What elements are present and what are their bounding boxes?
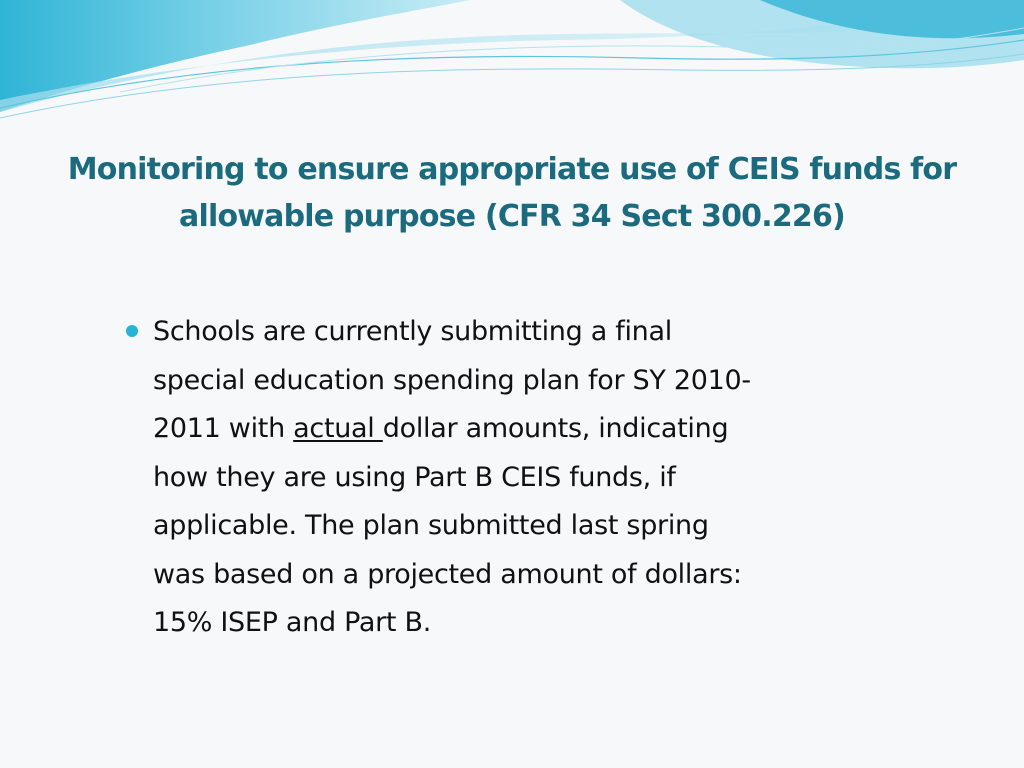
bullet-line-3-end: dollar amounts, indicating [382, 413, 729, 444]
slide-title [40, 146, 984, 240]
bullet-line-2: special education spending plan for SY 2010- [153, 364, 751, 396]
bullet-line-3-start: 2011 with [153, 413, 294, 444]
bullet-item [126, 308, 886, 648]
underlined-word-actual: actual [293, 413, 383, 444]
bullet-line-6: was based on a projected amount of dollars: [153, 558, 742, 590]
bullet-text [153, 308, 886, 648]
title-line-1: Monitoring to ensure appropriate use of CEIS funds for [67, 152, 957, 187]
bullet-line-5: applicable. The plan submitted last spring [153, 510, 709, 541]
content-area [126, 308, 886, 648]
bullet-line-4: how they are using Part B CEIS funds, if [153, 461, 676, 493]
bullet-line-1: Schools are currently submitting a final [153, 316, 672, 347]
wave-band-main [0, 0, 470, 112]
bullet-dot-icon [126, 325, 138, 337]
title-line-2: allowable purpose (CFR 34 Sect 300.226) [179, 199, 845, 234]
bullet-line-7: 15% ISEP and Part B. [153, 607, 431, 638]
wave-header-decoration [0, 0, 1024, 130]
